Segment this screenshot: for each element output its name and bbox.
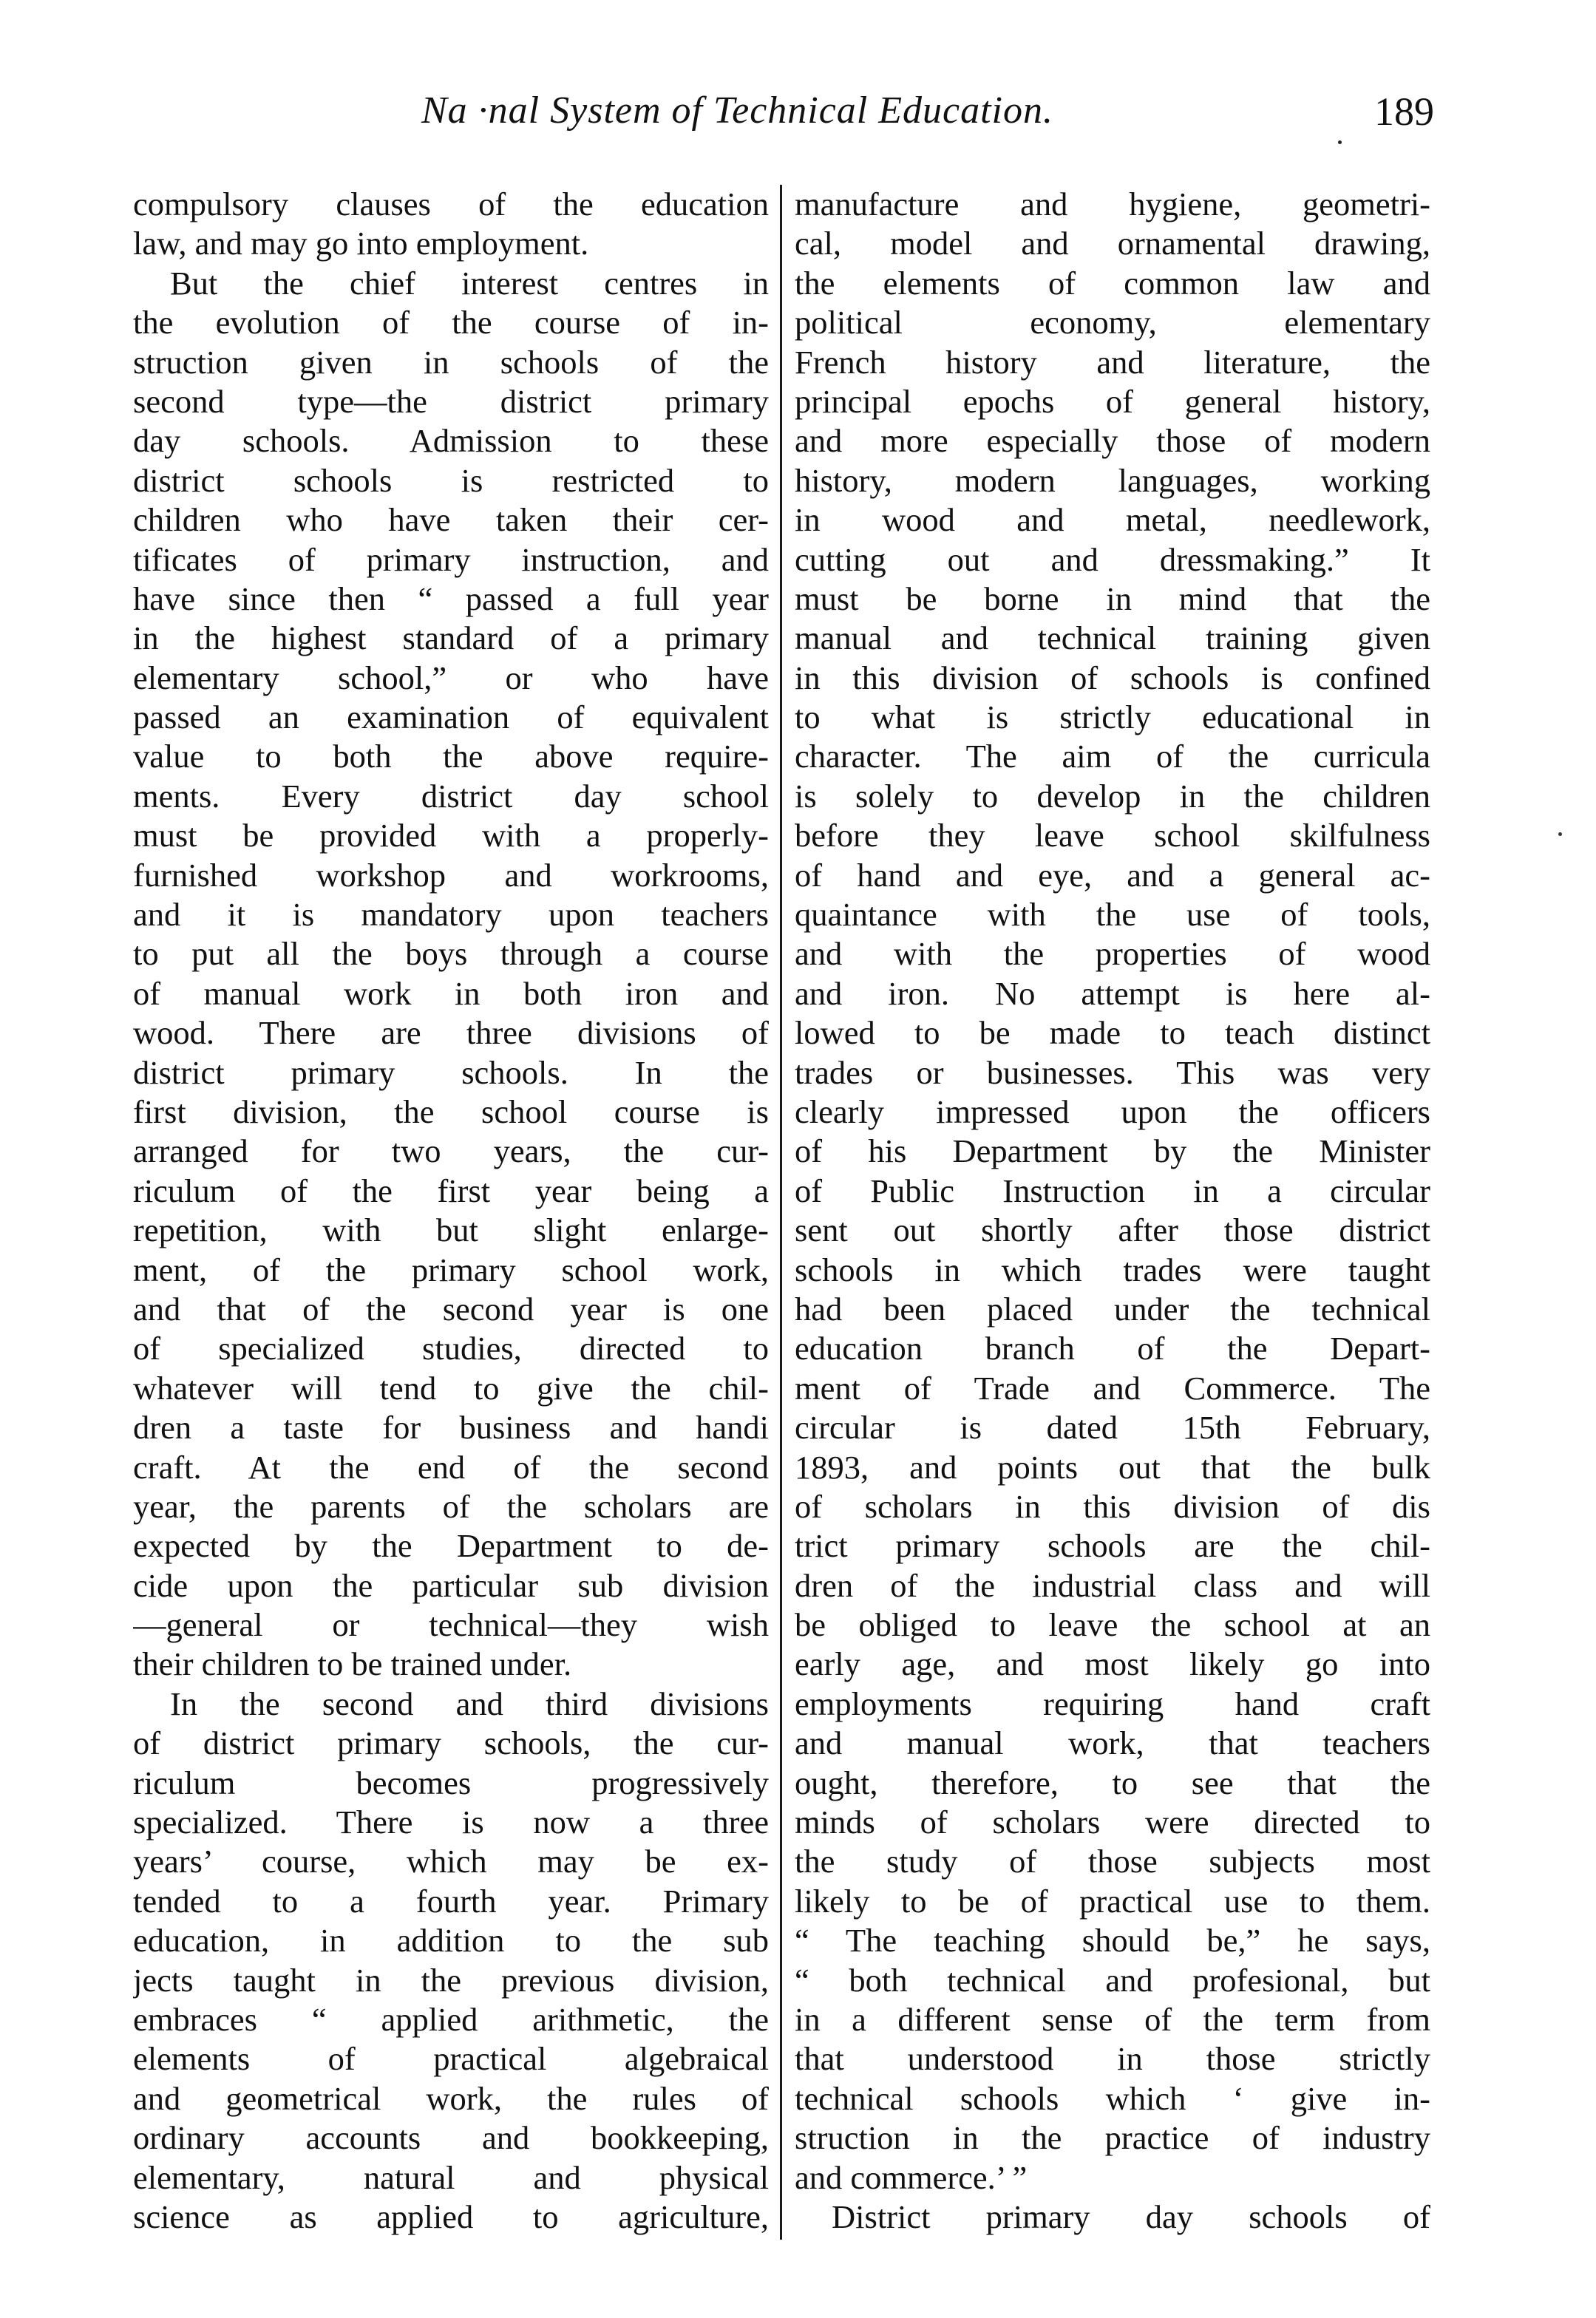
text-line: expected by the Department to de- <box>133 1527 769 1565</box>
column-divider <box>780 185 782 2240</box>
text-line: minds of scholars were directed to <box>795 1804 1430 1841</box>
text-line: In the second and third divisions <box>170 1685 769 1722</box>
text-line: first division, the school course is <box>133 1092 769 1130</box>
text-line: ordinary accounts and bookkeeping, <box>133 2119 769 2157</box>
text-line: technical schools which ‘ give in- <box>795 2079 1430 2117</box>
text-line: elements of practical algebraical <box>133 2040 769 2078</box>
text-line: education, in addition to the sub <box>133 1922 769 1960</box>
text-line: and manual work, that teachers <box>795 1724 1430 1762</box>
text-line: manual and technical training given <box>795 619 1430 657</box>
text-line: likely to be of practical use to them. <box>795 1882 1430 1920</box>
text-line: —general or technical—they wish <box>133 1606 769 1644</box>
text-line: French history and literature, the <box>795 343 1430 381</box>
text-line: compulsory clauses of the education <box>133 186 769 222</box>
text-line: jects taught in the previous division, <box>133 1961 769 1999</box>
text-line: quaintance with the use of tools, <box>795 896 1430 934</box>
text-line: trict primary schools are the chil- <box>795 1527 1430 1565</box>
text-line: and it is mandatory upon teachers <box>133 896 769 934</box>
text-line: schools in which trades were taught <box>795 1251 1430 1288</box>
text-line: value to both the above require- <box>133 738 769 775</box>
text-line: furnished workshop and workrooms, <box>133 856 769 894</box>
text-line: history, modern languages, working <box>795 461 1430 499</box>
text-line: the evolution of the course of in- <box>133 304 769 341</box>
text-line: children who have taken their cer- <box>133 501 769 539</box>
text-line: science as applied to agriculture, <box>133 2198 769 2235</box>
right-column <box>795 185 1430 2237</box>
text-line: elementary school,” or who have <box>133 659 769 696</box>
left-column <box>133 185 769 2237</box>
text-line: the study of those subjects most <box>795 1843 1430 1880</box>
text-line: struction in the practice of industry <box>795 2119 1430 2157</box>
text-line: in the highest standard of a primary <box>133 619 769 657</box>
text-line: ment of Trade and Commerce. The <box>795 1369 1430 1407</box>
text-line: tended to a fourth year. Primary <box>133 1882 769 1920</box>
text-line: of his Department by the Minister <box>795 1132 1430 1170</box>
text-line: But the chief interest centres in <box>170 264 769 302</box>
text-line: must be borne in mind that the <box>795 580 1430 617</box>
text-line: must be provided with a properly- <box>133 817 769 854</box>
text-line: whatever will tend to give the chil- <box>133 1369 769 1407</box>
text-line: manufacture and hygiene, geometri- <box>795 186 1430 222</box>
text-line: arranged for two years, the cur- <box>133 1132 769 1170</box>
text-line: second type—the district primary <box>133 382 769 420</box>
text-line: their children to be trained under. <box>133 1645 572 1683</box>
text-line: of district primary schools, the cur- <box>133 1724 769 1762</box>
text-line: years’ course, which may be ex- <box>133 1843 769 1880</box>
text-line: district primary schools. In the <box>133 1053 769 1091</box>
text-line: ment, of the primary school work, <box>133 1251 769 1288</box>
text-line: sent out shortly after those district <box>795 1211 1430 1249</box>
text-line: cal, model and ornamental drawing, <box>795 225 1430 262</box>
text-line: riculum of the first year being a <box>133 1172 769 1209</box>
text-line: circular is dated 15th February, <box>795 1409 1430 1447</box>
text-line: year, the parents of the scholars are <box>133 1487 769 1525</box>
text-line: principal epochs of general history, <box>795 382 1430 420</box>
text-line: and with the properties of wood <box>795 935 1430 973</box>
text-line: 1893, and points out that the bulk <box>795 1448 1430 1486</box>
text-line: trades or businesses. This was very <box>795 1053 1430 1091</box>
text-line: wood. There are three divisions of <box>133 1014 769 1052</box>
text-line: cutting out and dressmaking.” It <box>795 540 1430 578</box>
text-line: to put all the boys through a course <box>133 935 769 973</box>
text-line: District primary day schools of <box>832 2198 1430 2235</box>
text-line: of specialized studies, directed to <box>133 1330 769 1367</box>
text-line: in a different sense of the term from <box>795 2000 1430 2038</box>
text-line: lowed to be made to teach distinct <box>795 1014 1430 1052</box>
text-line: riculum becomes progressively <box>133 1764 769 1801</box>
text-line: struction given in schools of the <box>133 343 769 381</box>
text-line: employments requiring hand craft <box>795 1685 1430 1722</box>
text-line: and iron. No attempt is here al- <box>795 974 1430 1012</box>
text-line: and that of the second year is one <box>133 1290 769 1328</box>
text-line: “ both technical and profesional, but <box>795 1961 1430 1999</box>
print-speck <box>1338 140 1342 144</box>
print-speck <box>1558 832 1562 836</box>
text-line: ought, therefore, to see that the <box>795 1764 1430 1801</box>
text-line: have since then “ passed a full year <box>133 580 769 617</box>
text-line: before they leave school skilfulness <box>795 817 1430 854</box>
text-line: of manual work in both iron and <box>133 974 769 1012</box>
text-line: day schools. Admission to these <box>133 422 769 460</box>
text-line: repetition, with but slight enlarge- <box>133 1211 769 1249</box>
text-line: embraces “ applied arithmetic, the <box>133 2000 769 2038</box>
text-line: ments. Every district day school <box>133 777 769 815</box>
text-line: the elements of common law and <box>795 264 1430 302</box>
text-line: in wood and metal, needlework, <box>795 501 1430 539</box>
text-line: specialized. There is now a three <box>133 1804 769 1841</box>
text-line: “ The teaching should be,” he says, <box>795 1922 1430 1960</box>
running-head <box>133 89 1464 148</box>
text-line: tificates of primary instruction, and <box>133 540 769 578</box>
text-line: dren of the industrial class and will <box>795 1566 1430 1604</box>
text-line: passed an examination of equivalent <box>133 699 769 736</box>
text-line: character. The aim of the curricula <box>795 738 1430 775</box>
text-line: early age, and most likely go into <box>795 1645 1430 1683</box>
text-line: had been placed under the technical <box>795 1290 1430 1328</box>
text-line: of scholars in this division of dis <box>795 1487 1430 1525</box>
text-line: political economy, elementary <box>795 304 1430 341</box>
text-line: be obliged to leave the school at an <box>795 1606 1430 1644</box>
text-line: of Public Instruction in a circular <box>795 1172 1430 1209</box>
text-line: education branch of the Depart- <box>795 1330 1430 1367</box>
text-line: elementary, natural and physical <box>133 2158 769 2196</box>
text-line: in this division of schools is confined <box>795 659 1430 696</box>
text-line: district schools is restricted to <box>133 461 769 499</box>
text-line: to what is strictly educational in <box>795 699 1430 736</box>
text-line: and geometrical work, the rules of <box>133 2079 769 2117</box>
text-line: law, and may go into employment. <box>133 225 589 262</box>
text-line: that understood in those strictly <box>795 2040 1430 2078</box>
text-line: craft. At the end of the second <box>133 1448 769 1486</box>
text-line: is solely to develop in the children <box>795 777 1430 815</box>
text-line: and more especially those of modern <box>795 422 1430 460</box>
running-title: Na ·nal System of Technical Education. <box>421 89 1053 132</box>
text-line: of hand and eye, and a general ac- <box>795 856 1430 894</box>
page-number: 189 <box>1374 89 1434 134</box>
text-line: clearly impressed upon the officers <box>795 1092 1430 1130</box>
text-line: and commerce.’ ” <box>795 2158 1028 2196</box>
text-line: dren a taste for business and handi <box>133 1409 769 1447</box>
text-line: cide upon the particular sub division <box>133 1566 769 1604</box>
